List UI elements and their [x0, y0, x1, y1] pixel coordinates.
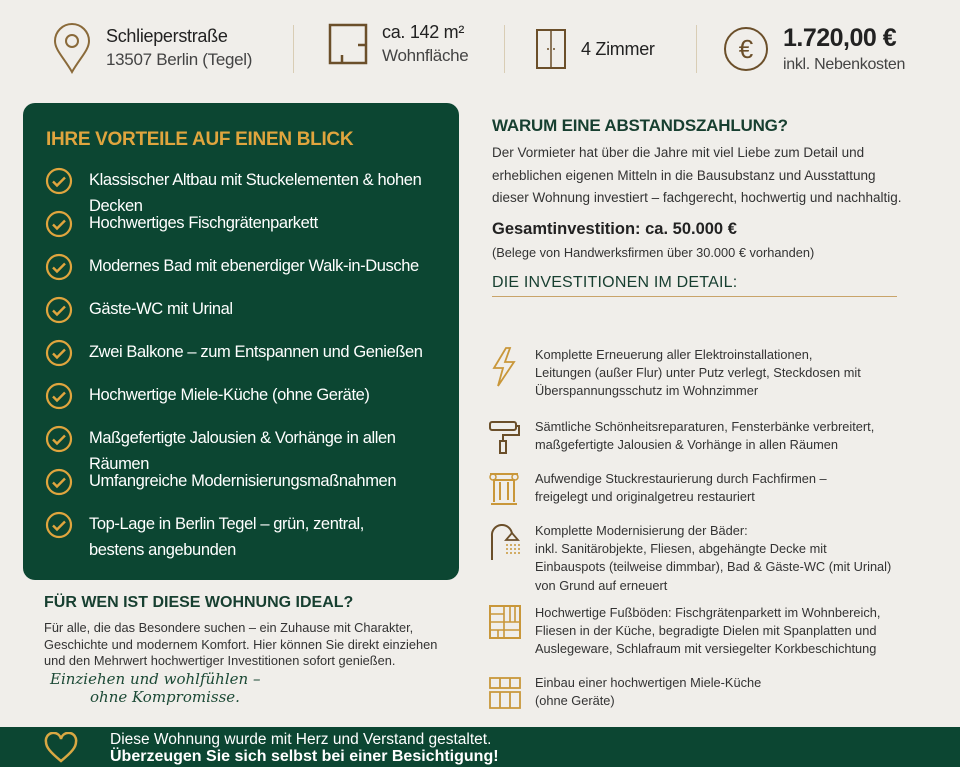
advantages-title: IHRE VORTEILE AUF EINEN BLICK [46, 129, 354, 150]
investment-text-line: freigelegt und originalgetreu restauriert [535, 489, 755, 505]
why-text: Der Vormieter hat über die Jahre mit viel Liebe zum Detail und erheblichen eigenen Mitteln in die Bausubstanz und Ausstattung dieser Wohnung investiert – fachgerecht, hochwertig und nachhaltig. [492, 145, 902, 206]
investment-text-line: maßgefertigte Jalousien & Vorhänge in allen Räumen [535, 437, 839, 453]
why-section [492, 116, 912, 297]
footer-banner [0, 727, 960, 767]
rooms-value: 4 Zimmer [581, 38, 655, 59]
address-info [52, 22, 252, 74]
map-pin-icon [52, 22, 92, 74]
advantage-item [45, 511, 459, 571]
investment-item [488, 604, 880, 659]
advantage-item [45, 296, 459, 339]
investment-text-line: Komplette Modernisierung der Bäder: [535, 523, 748, 538]
area-info [328, 22, 468, 66]
script-line-1: Einziehen und wohlfühlen – [50, 669, 261, 688]
advantage-item [45, 425, 459, 473]
check-circle-icon [45, 253, 73, 281]
advantage-text: Klassischer Altbau mit Stuckelementen & hohen Decken [89, 171, 422, 215]
advantage-text: Umfangreiche Modernisierungsmaßnahmen [89, 472, 397, 490]
investment-text-line: Aufwendige Stuckrestaurierung durch Fachfirmen – [535, 471, 827, 486]
advantage-item [45, 339, 459, 382]
total-investment: Gesamtinvestition: ca. 50.000 € [492, 219, 737, 238]
price-label: inkl. Nebenkosten [783, 56, 906, 73]
advantage-text: Gäste-WC mit Urinal [89, 300, 233, 318]
advantage-text: Hochwertiges Fischgrätenparkett [89, 214, 318, 232]
investment-item [488, 522, 891, 595]
check-circle-icon [45, 511, 73, 539]
city: 13507 Berlin (Tegel) [106, 50, 253, 69]
investment-text-line: Einbau einer hochwertigen Miele-Küche [535, 675, 762, 690]
column-icon [488, 470, 524, 512]
footer-line-1: Diese Wohnung wurde mit Herz und Verstand gestaltet. [110, 731, 492, 748]
header-bar [0, 0, 960, 96]
floorplan-icon [328, 23, 368, 65]
investment-text-line: Einbauspots (teilweise dimmbar), Bad & Gäste-WC (mit Urinal) [535, 559, 892, 575]
investments-title: DIE INVESTITIONEN IM DETAIL: [492, 274, 897, 297]
investment-item [488, 470, 827, 517]
investment-item [488, 346, 861, 401]
divider [696, 25, 697, 73]
kitchen-icon [488, 674, 524, 716]
receipts-note: (Belege von Handwerksfirmen über 30.000 € vorhanden) [492, 244, 815, 260]
advantage-text: Modernes Bad mit ebenerdiger Walk-in-Dusche [89, 257, 419, 275]
check-circle-icon [45, 296, 73, 324]
svg-text:€: € [738, 34, 754, 64]
advantage-text: Top-Lage in Berlin Tegel – grün, zentral, [89, 515, 364, 533]
check-circle-icon [45, 425, 73, 453]
advantage-text: Zwei Balkone – zum Entspannen und Genießen [89, 343, 423, 361]
paint-roller-icon [488, 418, 524, 460]
advantage-text: Hochwertige Miele-Küche (ohne Geräte) [89, 386, 370, 404]
investment-item [488, 418, 874, 465]
investment-text-line: Sämtliche Schönheitsreparaturen, Fensterbänke verbreitert, [535, 419, 875, 434]
shower-icon [488, 522, 524, 564]
ideal-text: Für alle, die das Besondere suchen – ein Zuhause mit Charakter, Geschichte und modernem Komfort. Hier können Sie direkt einziehen und den Mehrwert hochwertiger Investitionen sofort genießen. [44, 620, 438, 668]
price-info [723, 24, 905, 74]
advantage-text: Maßgefertigte Jalousien & Vorhänge in allen Räumen [89, 429, 396, 473]
investment-text-line: Leitungen (außer Flur) unter Putz verlegt, Steckdosen mit [535, 365, 861, 381]
footer-line-2: Überzeugen Sie sich selbst bei einer Besichtigung! [110, 748, 499, 765]
investment-text-line: Fliesen in der Küche, begradigte Dielen mit Spanplatten und [535, 623, 877, 639]
investment-text-line: Hochwertige Fußböden: Fischgrätenparkett im Wohnbereich, [535, 605, 881, 620]
investment-text-line: Komplette Erneuerung aller Elektroinstallationen, [535, 347, 813, 362]
street: Schlieperstraße [106, 26, 228, 46]
parquet-icon [488, 604, 524, 646]
divider [504, 25, 505, 73]
euro-icon [723, 26, 769, 72]
area-label: Wohnfläche [382, 46, 469, 65]
investment-text-line: von Grund auf erneuert [535, 577, 668, 593]
advantage-item [45, 382, 459, 425]
investment-text-line: (ohne Geräte) [535, 693, 615, 709]
lightning-icon [488, 346, 524, 388]
divider [293, 25, 294, 73]
advantage-text-cont: bestens angebunden [89, 541, 236, 559]
check-circle-icon [45, 167, 73, 195]
check-circle-icon [45, 210, 73, 238]
investment-text-line: Auslegeware, Schlafraum mit versiegelter Korkbeschichtung [535, 641, 877, 657]
price-value: 1.720,00 € [783, 24, 897, 52]
investment-item [488, 674, 761, 721]
advantages-card [23, 103, 459, 580]
check-circle-icon [45, 468, 73, 496]
script-line-2: ohne Kompromisse. [90, 687, 240, 706]
advantages-list [45, 167, 459, 571]
advantage-item [45, 167, 459, 215]
check-circle-icon [45, 382, 73, 410]
investment-text-line: inkl. Sanitärobjekte, Fliesen, abgehängte Decke mit [535, 541, 827, 557]
ideal-title: FÜR WEN IST DIESE WOHNUNG IDEAL? [44, 594, 354, 611]
investment-text-line: Überspannungsschutz im Wohnzimmer [535, 383, 759, 399]
check-circle-icon [45, 339, 73, 367]
why-title: WARUM EINE ABSTANDSZAHLUNG? [492, 116, 788, 135]
rooms-info [535, 28, 655, 70]
heart-icon [44, 732, 78, 764]
door-icon [535, 28, 567, 70]
ideal-section [44, 594, 444, 706]
advantage-item [45, 253, 459, 296]
area-value: ca. 142 m² [382, 22, 465, 42]
